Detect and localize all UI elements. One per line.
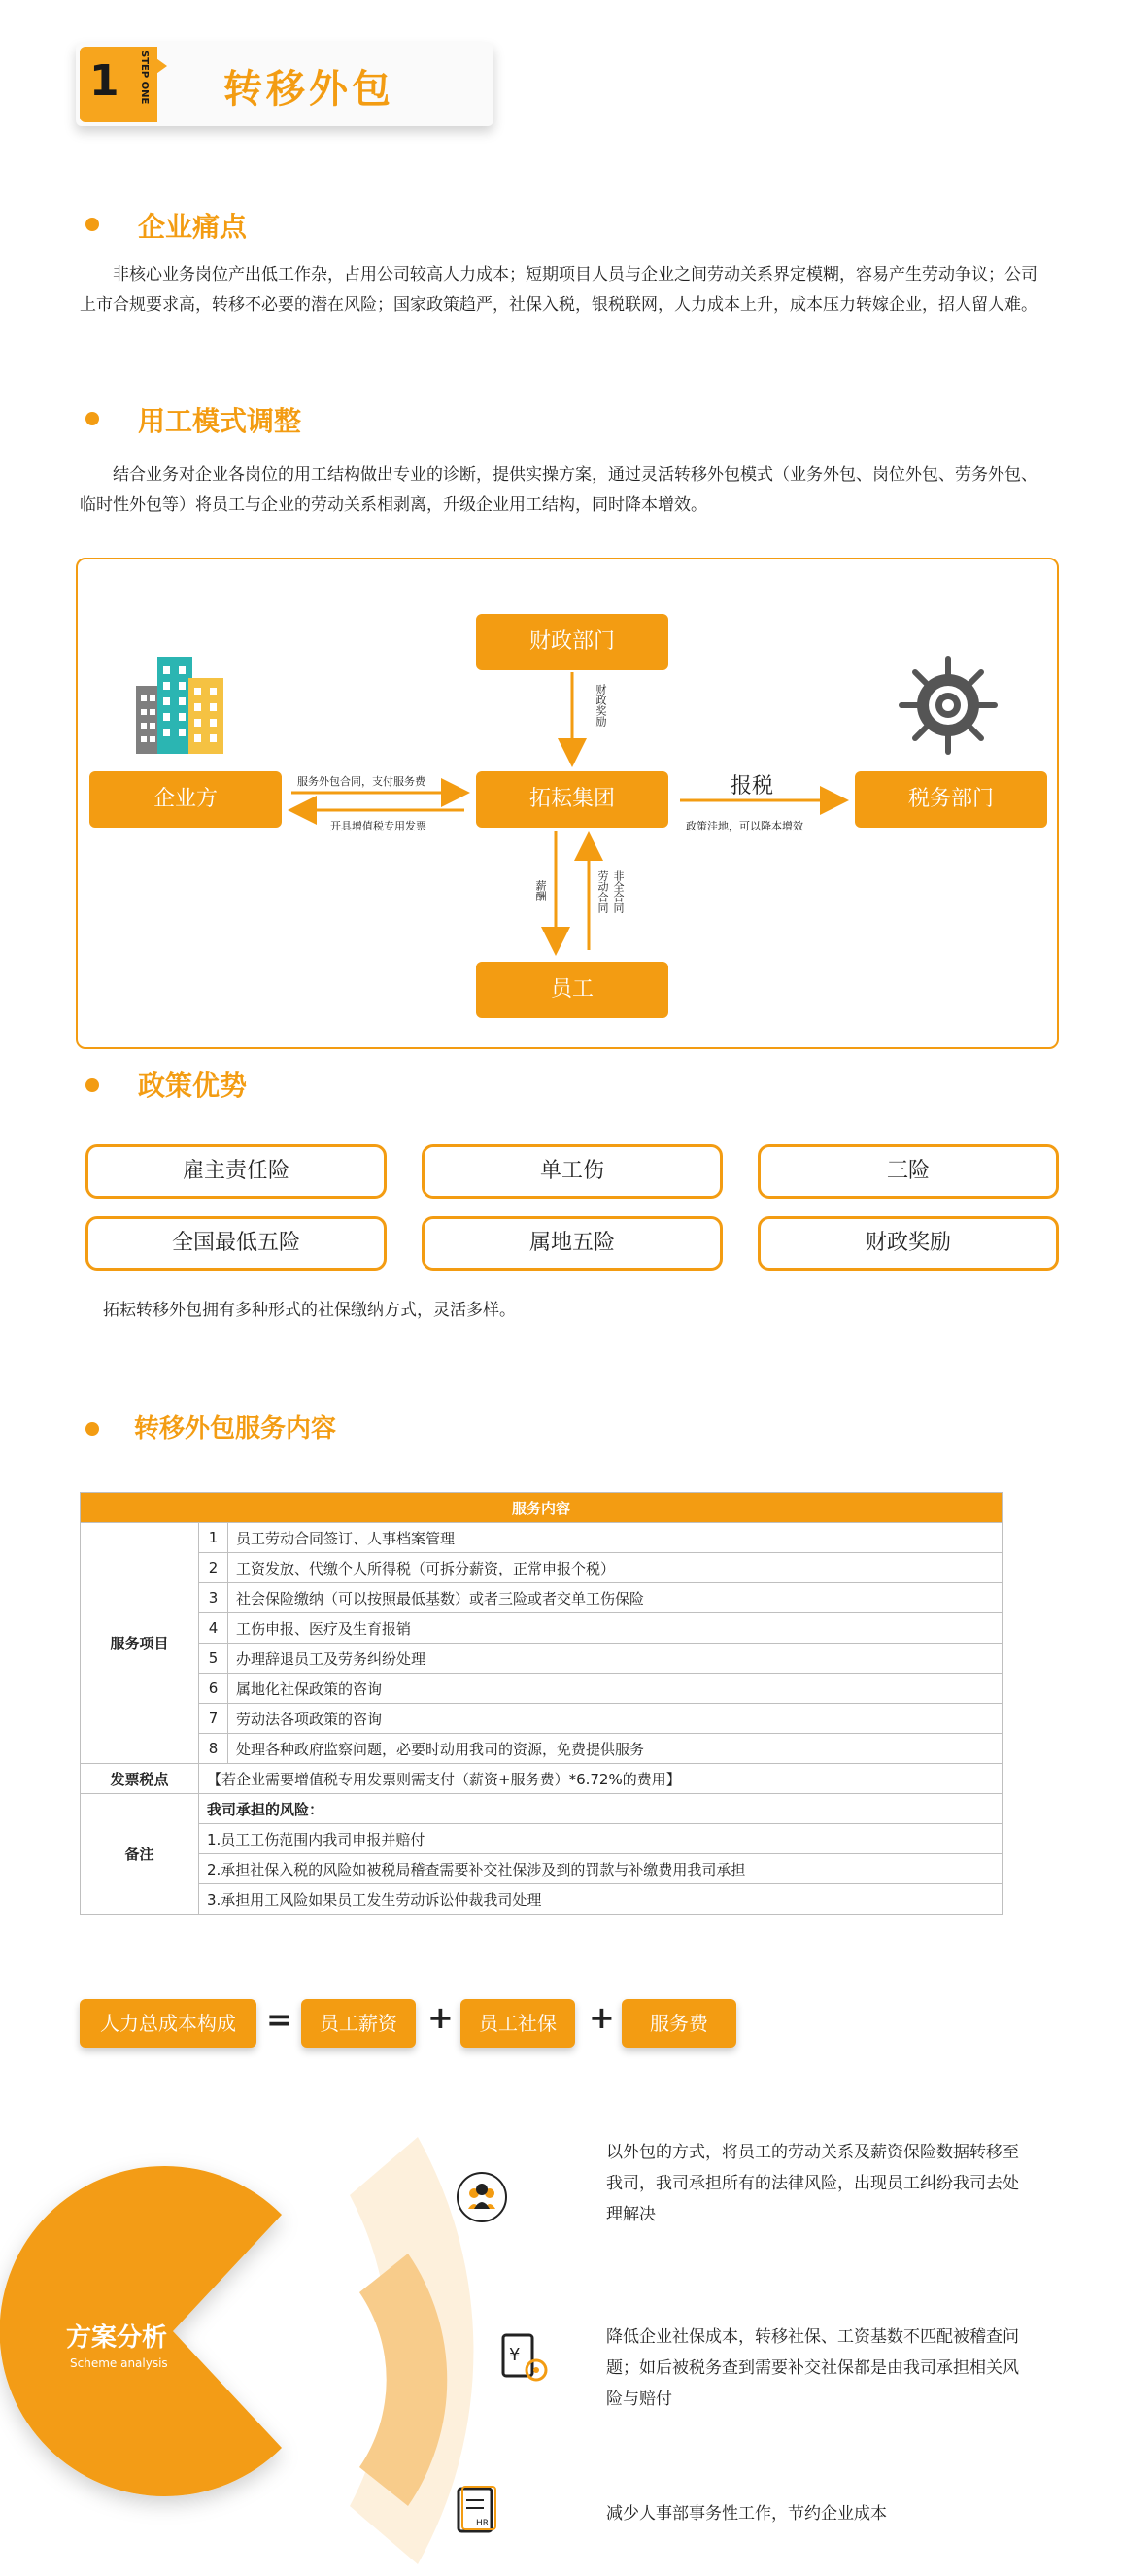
policy-item: 雇主责任险 [85,1144,387,1199]
item-no: 7 [199,1704,228,1734]
service-table [80,1492,1003,1915]
label-salary: 薪酬 [534,880,547,901]
section-title-policy: 政策优势 [138,1069,248,1102]
analysis-subtitle: Scheme analysis [70,2356,168,2370]
policy-item: 属地五险 [422,1216,723,1271]
invoice-text: 【若企业需要增值税专用发票则需支付（薪资+服务费）*6.72%的费用】 [199,1764,1003,1794]
item-text: 办理辞退员工及劳务纠纷处理 [228,1644,1003,1674]
item-text: 社会保险缴纳（可以按照最低基数）或者三险或者交单工伤保险 [228,1583,1003,1613]
team-icon [457,2172,507,2222]
money-doc-icon [497,2331,552,2386]
analysis-title: 方案分析 [66,2323,168,2353]
policy-item: 单工伤 [422,1144,723,1199]
node-company: 企业方 [89,771,282,828]
item-text: 处理各种政府监察问题，必要时动用我司的资源，免费提供服务 [228,1734,1003,1764]
formula-total: 人力总成本构成 [80,1999,256,2048]
table-header: 服务内容 [81,1493,1003,1523]
item-no: 4 [199,1613,228,1644]
remark-title: 我司承担的风险： [199,1794,1003,1824]
step-number: 1 [89,56,119,106]
item-text: 员工劳动合同签订、人事档案管理 [228,1523,1003,1553]
remark-item: 1.员工工伤范围内我司申报并赔付 [199,1824,1003,1854]
node-employee: 员工 [476,962,668,1018]
label-tax-benefit: 政策洼地，可以降本增效 [686,820,803,832]
analysis-point: 降低企业社保成本，转移社保、工资基数不匹配被稽查问题；如后被税务查到需要补交社保都是由我司承担相关风险与赔付 [606,2327,1019,2409]
remark-item: 3.承担用工风险如果员工发生劳动诉讼仲裁我司处理 [199,1884,1003,1915]
section-title-service: 转移外包服务内容 [134,1414,337,1443]
formula-equals: = [266,2001,292,2038]
label-non-full-contract: 非全合同 [612,870,625,913]
label-contract-payment: 服务外包合同，支付服务费 [297,775,425,788]
bullet-icon [85,1422,99,1436]
formula-fee: 服务费 [622,1999,736,2048]
item-no: 5 [199,1644,228,1674]
label-tax: 报税 [731,774,774,798]
formula-plus: + [427,1999,454,2036]
item-no: 6 [199,1674,228,1704]
section-title-adjust: 用工模式调整 [138,405,302,437]
item-no: 8 [199,1734,228,1764]
pain-text: 非核心业务岗位产出低工作杂，占用公司较高人力成本；短期项目人员与企业之间劳动关系界定模糊，容易产生劳动争议；公司上市合规要求高，转移不必要的潜在风险；国家政策趋严，社保入税，银税联网，人力成本上升，成本压力转嫁企业，招人留人难。 [80,265,1037,315]
step-label: STEP ONE [139,51,150,105]
hr-doc-icon [451,2483,505,2537]
analysis-point: 以外包的方式，将员工的劳动关系及薪资保险数据转移至我司，我司承担所有的法律风险，出现员工纠纷我司去处理解决 [606,2143,1019,2224]
label-invoice: 开具增值税专用发票 [330,820,426,832]
bullet-icon [85,1078,99,1092]
remark-item: 2.承担社保入税的风险如被税局稽查需要补交社保涉及到的罚款与补缴费用我司承担 [199,1854,1003,1884]
policy-item: 三险 [758,1144,1059,1199]
item-no: 3 [199,1583,228,1613]
formula-social: 员工社保 [460,1999,575,2048]
formula-salary: 员工薪资 [301,1999,416,2048]
analysis-point: 减少人事部事务性工作，节约企业成本 [606,2504,887,2524]
page-title: 转移外包 [223,67,394,112]
label-labor-contract: 劳动合同 [596,870,609,913]
item-no: 2 [199,1553,228,1583]
adjust-text: 结合业务对企业各岗位的用工结构做出专业的诊断，提供实操方案，通过灵活转移外包模式（业务外包、岗位外包、劳务外包、临时性外包等）将员工与企业的劳动关系相剥离，升级企业用工结构，同时降本增效。 [80,465,1037,515]
policy-note: 拓耘转移外包拥有多种形式的社保缴纳方式，灵活多样。 [103,1301,516,1320]
item-text: 工伤申报、医疗及生育报销 [228,1613,1003,1644]
node-tax: 税务部门 [855,771,1047,828]
item-no: 1 [199,1523,228,1553]
policy-item: 财政奖励 [758,1216,1059,1271]
policy-item: 全国最低五险 [85,1216,387,1271]
label-finance-reward: 财政奖励 [595,684,607,727]
item-text: 属地化社保政策的咨询 [228,1674,1003,1704]
node-finance: 财政部门 [476,614,668,670]
row-label-items: 服务项目 [81,1523,199,1764]
row-label-remark: 备注 [81,1794,199,1915]
formula-plus: + [589,1999,615,2036]
item-text: 工资发放、代缴个人所得税（可拆分薪资，正常申报个税） [228,1553,1003,1583]
node-center: 拓耘集团 [476,771,668,828]
svg-text:HR: HR [476,2519,490,2528]
diagram-arrows [0,0,1122,1068]
row-label-invoice: 发票税点 [81,1764,199,1794]
section-title-pain: 企业痛点 [138,211,248,243]
item-text: 劳动法各项政策的咨询 [228,1704,1003,1734]
svg-text:¥: ¥ [509,2345,521,2365]
